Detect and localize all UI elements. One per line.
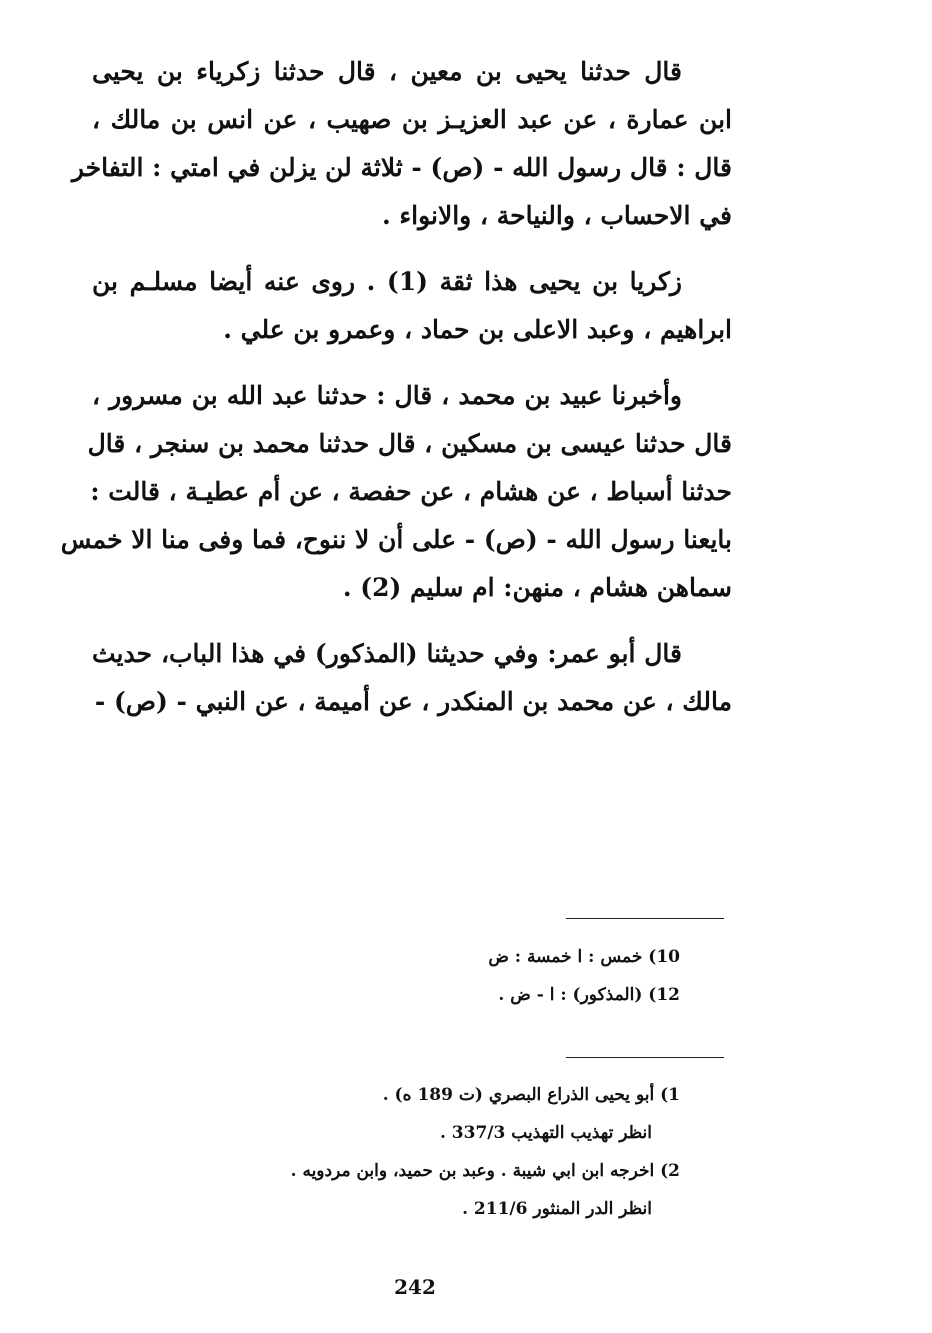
text-line: قال حدثنا عيسى بن مسكين ، قال حدثنا محمد بن سنجر ، قال bbox=[87, 429, 732, 458]
page-number: 242 bbox=[394, 1275, 436, 1299]
text-line: وأخبرنا عبيد بن محمد ، قال : حدثنا عبد الله بن مسرور ، bbox=[92, 381, 682, 410]
text-line: مالك ، عن محمد بن المنكدر ، عن أميمة ، عن النبي - (ص) - bbox=[94, 687, 732, 716]
footnote-line: 1) أبو يحيى الذراع البصري (ت 189 ه) . bbox=[382, 1085, 680, 1105]
footnote-line: انظر تهذيب التهذيب 337/3 . bbox=[439, 1123, 652, 1143]
text-line: ابراهيم ، وعبد الاعلى بن حماد ، وعمرو بن علي . bbox=[223, 315, 732, 344]
footnotes-divider bbox=[566, 1057, 724, 1058]
text-line: قال : قال رسول الله - (ص) - ثلاثة لن يزلن في امتي : التفاخر bbox=[71, 153, 732, 182]
text-line: قال أبو عمر: وفي حديثنا (المذكور) في هذا الباب، حديث bbox=[92, 639, 682, 668]
text-line: بايعنا رسول الله - (ص) - على أن لا ننوح، فما وفى منا الا خمس bbox=[60, 525, 732, 554]
main-text bbox=[60, 48, 732, 744]
manuscript-variants bbox=[488, 938, 680, 1014]
footnotes bbox=[291, 1076, 680, 1228]
paragraph-4 bbox=[92, 630, 732, 726]
variants-divider bbox=[566, 918, 724, 919]
text-line: قال حدثنا يحيى بن معين ، قال حدثنا زكرياء بن يحيى bbox=[92, 57, 682, 86]
text-line: زكريا بن يحيى هذا ثقة (1) . روى عنه أيضا مسلـم بن bbox=[92, 267, 683, 296]
text-line: حدثنا أسباط ، عن هشام ، عن حفصة ، عن أم عطيـة ، قالت : bbox=[90, 477, 732, 506]
variant-note: 10) خمس : ا خمسة : ض bbox=[488, 947, 680, 967]
text-line: في الاحساب ، والنياحة ، والانواء . bbox=[381, 201, 732, 230]
footnote-line: انظر الدر المنثور 211/6 . bbox=[462, 1199, 652, 1219]
paragraph-3 bbox=[60, 372, 732, 612]
footnote-line: 2) اخرجه ابن ابي شيبة . وعبد بن حميد، وابن مردويه . bbox=[290, 1161, 680, 1181]
text-line: ابن عمارة ، عن عبد العزيـز بن صهيب ، عن انس بن مالك ، bbox=[92, 105, 732, 134]
text-line: سماهن هشام ، منهن: ام سليم (2) . bbox=[342, 573, 732, 602]
paragraph-1 bbox=[71, 48, 732, 240]
variant-note: 12) (المذكور) : ا - ض . bbox=[498, 985, 680, 1005]
paragraph-2 bbox=[92, 258, 732, 354]
